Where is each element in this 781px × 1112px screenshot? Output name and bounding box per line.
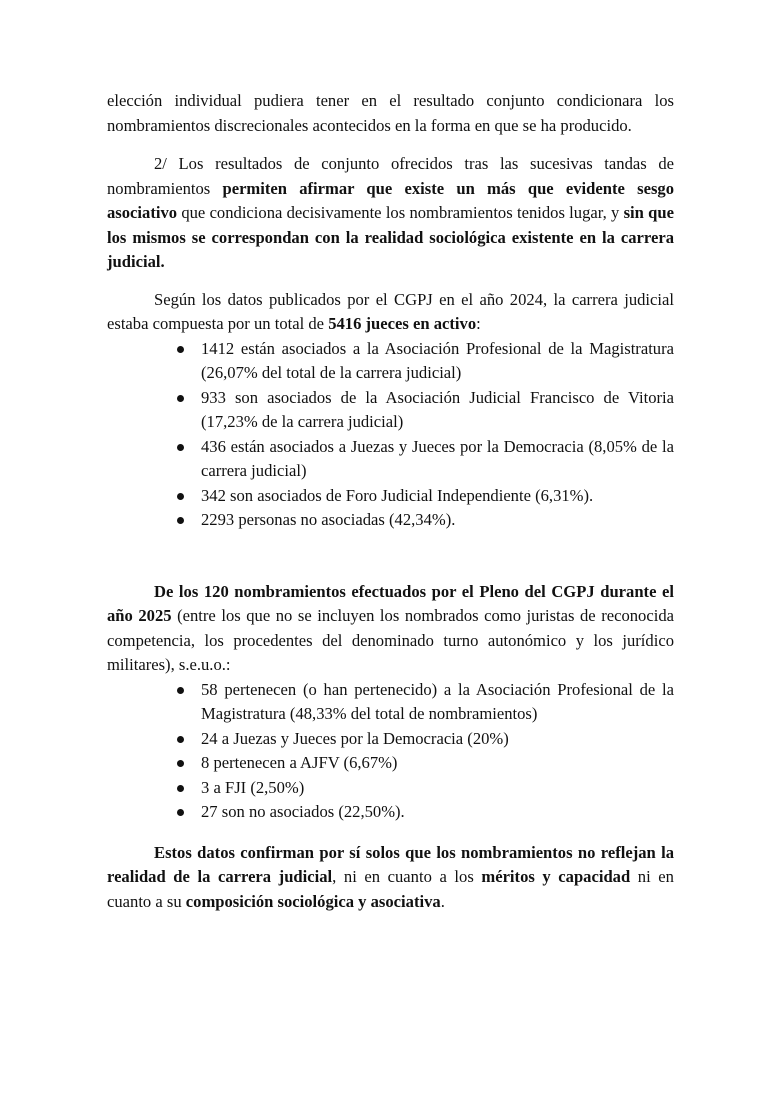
list-item (107, 800, 674, 825)
bullet-icon (177, 736, 184, 743)
document-page (107, 89, 674, 914)
text-run: (entre los que no se incluyen los nombrados como juristas de reconocida competencia, los procedentes del denominado turno autonómico y los jurídico militares), s.e.u.o.: (107, 606, 674, 674)
bullet-icon (177, 809, 184, 816)
judges-association-list (107, 337, 674, 533)
list-item (107, 751, 674, 776)
text-run: : (476, 314, 481, 333)
paragraph-continuation: elección individual pudiera tener en el resultado conjunto condicionara los nombramientos discrecionales acontecidos en la forma en que se ha producido. (107, 91, 674, 135)
bullet-icon (177, 395, 184, 402)
text-run: 2/ Los resultados de conjunto ofrecidos tras las sucesivas tandas de nombramientos (107, 154, 674, 198)
bold-run: 5416 jueces en activo (328, 314, 477, 333)
list-item (107, 678, 674, 727)
bold-run: permiten afirmar que existe un más que evidente sesgo asociativo (107, 178, 674, 222)
bullet-icon (177, 346, 184, 353)
list-item (107, 776, 674, 801)
list-item (107, 337, 674, 386)
list-item (107, 727, 674, 752)
bullet-icon (177, 785, 184, 792)
list-item-text: 2293 personas no asociadas (42,34%). (201, 510, 456, 529)
list-item-text: 342 son asociados de Foro Judicial Independiente (6,31%). (201, 485, 594, 505)
bullet-icon (177, 760, 184, 767)
bold-run: Estos datos confirman por sí solos que los nombramientos no reflejan la realidad de la carrera judicial (107, 842, 674, 886)
bold-run: méritos y capacidad (481, 867, 631, 886)
list-item-text: 58 pertenecen (o han pertenecido) a la Asociación Profesional de la Magistratura (48,33% del total de nombramientos) (201, 679, 674, 723)
list-item (107, 484, 674, 509)
bullet-icon (177, 493, 184, 500)
bullet-icon (177, 517, 184, 524)
text-run: Según los datos publicados por el CGPJ en el año 2024, la carrera judicial estaba compuesta por un total de (107, 289, 674, 333)
bullet-icon (177, 687, 184, 694)
bold-run: De los 120 nombramientos efectuados por el Pleno del CGPJ durante el año 2025 (107, 581, 674, 625)
text-run: ni en cuanto a su (107, 867, 674, 911)
list-item-text: 27 son no asociados (22,50%). (201, 802, 405, 821)
appointments-list (107, 678, 674, 825)
list-item-text: 933 son asociados de la Asociación Judicial Francisco de Vitoria (17,23% de la carrera judicial) (201, 387, 674, 431)
list-item-text: 436 están asociados a Juezas y Jueces por la Democracia (8,05% de la carrera judicial) (201, 436, 674, 480)
list-item-text: 1412 están asociados a la Asociación Profesional de la Magistratura (26,07% del total de la carrera judicial) (201, 338, 674, 382)
list-item (107, 435, 674, 484)
text-run: , ni en cuanto a los (332, 867, 482, 886)
text-run: . (440, 891, 445, 911)
bold-run: sin que los mismos se correspondan con la realidad sociológica existente en la carrera judicial. (107, 203, 674, 271)
text-run: que condiciona decisivamente los nombramientos tenidos lugar, y (177, 203, 624, 222)
list-item-text: 24 a Juezas y Jueces por la Democracia (20%) (201, 728, 509, 748)
bold-run: composición sociológica y asociativa (185, 891, 441, 911)
paragraph-conclusion (107, 841, 674, 915)
list-item-text: 8 pertenecen a AJFV (6,67%) (201, 753, 398, 772)
bullet-icon (177, 444, 184, 451)
paragraph-appointments-2025 (107, 580, 674, 678)
paragraph-cgpj-data (107, 288, 674, 337)
list-item (107, 386, 674, 435)
paragraph-bias-point (107, 152, 674, 275)
list-item-text: 3 a FJI (2,50%) (201, 777, 305, 797)
list-item (107, 508, 674, 533)
